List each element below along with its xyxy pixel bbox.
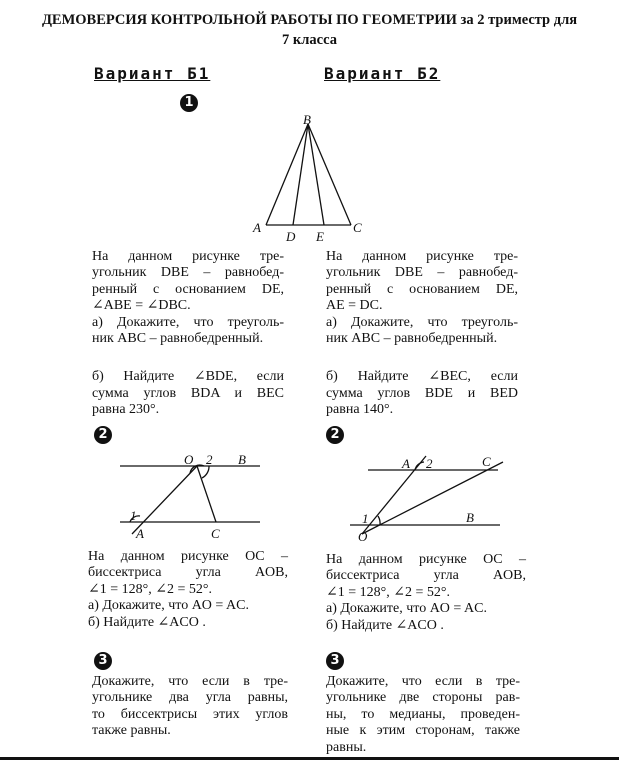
text-line: ны, то медианы, проведен- — [326, 706, 520, 722]
text-line: равны. — [326, 739, 367, 755]
text-line: угольнике две стороны рав- — [326, 690, 520, 706]
fig2l-label-1: 1 — [130, 508, 137, 523]
bottom-rule — [0, 757, 619, 760]
fig2r-label-o: O — [358, 529, 368, 544]
text-line: равна 140°. — [326, 402, 394, 418]
text-line: ренный с основанием DE, — [326, 281, 518, 297]
text-line: ник ABC – равнобедренный. — [92, 331, 264, 347]
text-line: б) Найдите ∠ACO . — [88, 614, 206, 630]
text-line: На данном рисунке OC – — [326, 552, 526, 567]
text-line: Докажите, что если в тре- — [92, 674, 288, 689]
text-line: ∠ABE = ∠DBC. — [92, 298, 191, 314]
text-line: то биссектрисы этих углов — [92, 706, 288, 722]
page-title — [6, 10, 613, 50]
text-line: ные к этим сторонам, также — [326, 723, 520, 739]
fig2l-label-o: O — [184, 452, 194, 467]
task-2-b2-badge: 2 — [326, 426, 344, 444]
text-line: На данном рисунке тре- — [326, 249, 518, 264]
text-line: биссектриса угла AOB, — [88, 565, 288, 581]
figure-1-triangle — [240, 112, 380, 247]
fig2r-label-1: 1 — [362, 511, 369, 526]
text-line: угольник DBE – равнобед- — [92, 265, 284, 281]
text-line: AE = DC. — [326, 298, 383, 314]
task-2-b2-text — [326, 552, 526, 634]
fig1-label-e: E — [316, 229, 324, 244]
fig2r-label-a: A — [402, 456, 410, 471]
variant-b1-heading: Вариант Б1 — [94, 64, 211, 83]
text-line: биссектриса угла AOB, — [326, 568, 526, 584]
fig1-label-b: B — [303, 112, 311, 127]
fig2r-label-2: 2 — [426, 456, 433, 471]
figure-2-b1 — [110, 448, 270, 544]
text-line: На данном рисунке OC – — [88, 549, 288, 564]
title-line-2: 7 класса — [282, 32, 337, 48]
fig1-label-c: C — [353, 220, 362, 235]
text-line: а) Докажите, что AO = AC. — [326, 601, 487, 617]
task-1-b2-text — [326, 249, 518, 419]
task-3-b2-badge: 3 — [326, 652, 344, 670]
text-line: равна 230°. — [92, 402, 160, 418]
fig2l-label-a: A — [136, 526, 144, 541]
fig1-label-a: A — [253, 220, 261, 235]
text-line: ∠1 = 128°, ∠2 = 52°. — [326, 584, 450, 600]
fig2l-label-2: 2 — [206, 452, 213, 467]
text-line: сумма углов BDE и BED — [326, 385, 518, 401]
title-line-1: ДЕМОВЕРСИЯ КОНТРОЛЬНОЙ РАБОТЫ ПО ГЕОМЕТРИИ за 2 триместр для — [41, 12, 578, 28]
task-3-b2-text — [326, 674, 520, 756]
task-2-b1-text — [88, 549, 288, 631]
variant-b2-heading: Вариант Б2 — [324, 64, 441, 83]
fig2l-label-c: C — [211, 526, 220, 541]
text-line: а) Докажите, что треуголь- — [326, 314, 518, 330]
text-line: б) Найдите ∠BDE, если — [92, 369, 284, 385]
text-line: угольнике два угла равны, — [92, 690, 288, 706]
text-line: На данном рисунке тре- — [92, 249, 284, 264]
text-line: угольник DBE – равнобед- — [326, 265, 518, 281]
text-line: а) Докажите, что AO = AC. — [88, 598, 249, 614]
fig2l-label-b: B — [238, 452, 246, 467]
figure-2-b2 — [340, 448, 510, 548]
task-3-b1-badge: 3 — [94, 652, 112, 670]
text-line: б) Найдите ∠ACO . — [326, 617, 444, 633]
text-line: сумма углов BDA и BEC — [92, 385, 284, 401]
text-line: ∠1 = 128°, ∠2 = 52°. — [88, 581, 212, 597]
fig2r-label-c: C — [482, 454, 491, 469]
task-1-b1-text — [92, 249, 284, 419]
task-1-badge: 1 — [180, 94, 198, 112]
task-2-b1-badge: 2 — [94, 426, 112, 444]
text-line: а) Докажите, что треуголь- — [92, 314, 284, 330]
task-3-b1-text — [92, 674, 288, 740]
fig2r-label-b: B — [466, 510, 474, 525]
fig1-label-d: D — [286, 229, 296, 244]
text-line: ник ABC – равнобедренный. — [326, 331, 498, 347]
text-line: ренный с основанием DE, — [92, 281, 284, 297]
text-line: б) Найдите ∠BEC, если — [326, 369, 518, 385]
text-line: также равны. — [92, 723, 171, 739]
text-line: Докажите, что если в тре- — [326, 674, 520, 689]
